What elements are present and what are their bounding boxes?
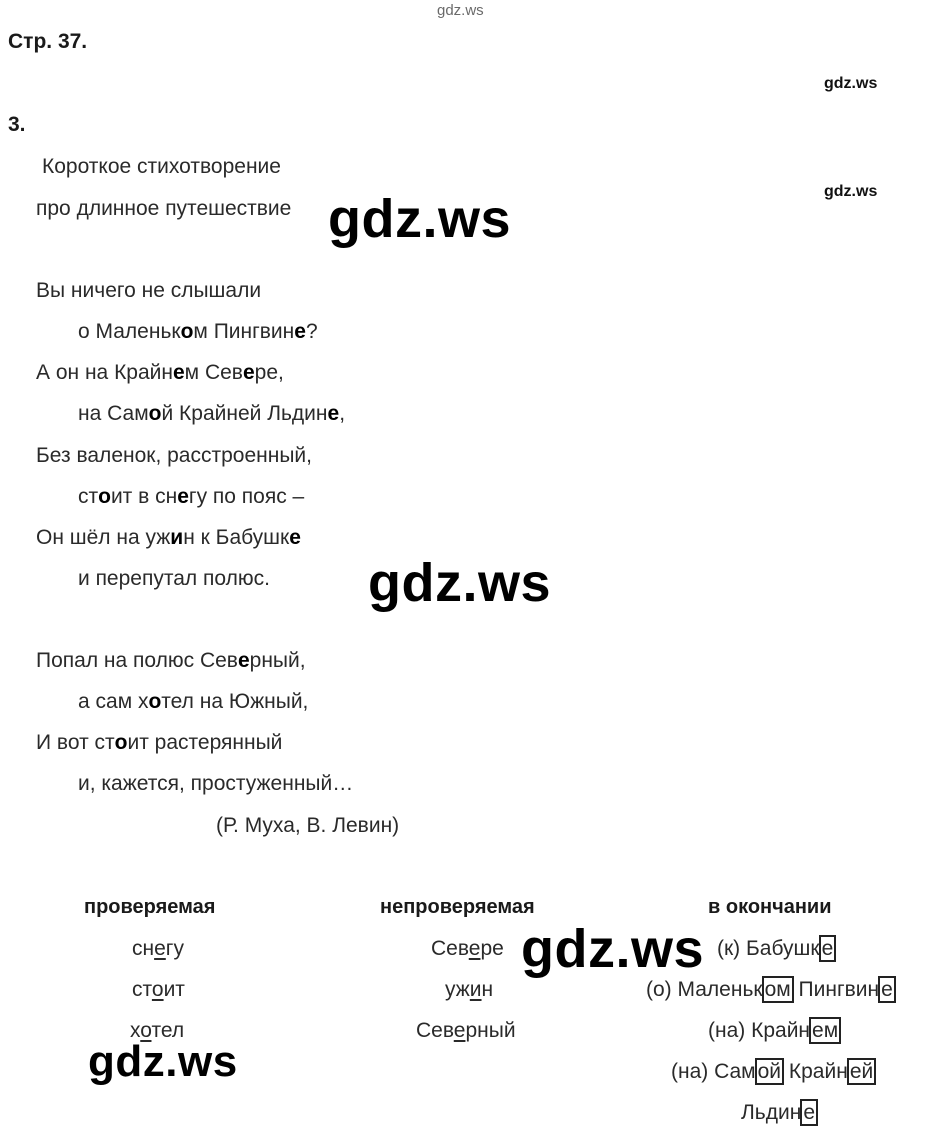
ending-word: Льдине [741,1101,817,1125]
poem-line: Без валенок, расстроенный, [36,444,312,467]
header-ending: в окончании [708,896,832,918]
header-uncheckable: непроверяемая [380,896,535,918]
poem-line: на Самой Крайней Льдине, [78,402,346,425]
uncheckable-word: Севере [431,937,504,960]
watermark-right-1: gdz.ws [824,75,878,92]
ending-word: (к) Бабушке [717,937,835,961]
poem-line: Вы ничего не слышали [36,279,262,302]
checkable-word: хотел [130,1019,185,1042]
page-reference: Стр. 37. [8,30,88,53]
checkable-word: снегу [132,937,184,960]
watermark-big-2: gdz.ws [368,553,552,613]
header-checkable: проверяемая [84,896,216,918]
poem-title-line-1: Короткое стихотворение [42,155,281,178]
poem-line: о Маленьком Пингвине? [78,320,318,343]
checkable-word: стоит [132,978,185,1001]
ending-word: (на) Самой Крайней [671,1060,875,1084]
poem-line: Попал на полюс Северный, [36,649,306,672]
watermark-big-1: gdz.ws [328,189,512,249]
poem-line: стоит в снегу по пояс – [78,485,305,508]
poem-line: И вот стоит растерянный [36,731,283,754]
poem-line: и, кажется, простуженный… [78,772,354,795]
uncheckable-word: ужин [445,978,494,1001]
poem-title-line-2: про длинное путешествие [36,197,292,220]
ending-word: (о) Маленьком Пингвине [646,978,895,1002]
watermark-big-3: gdz.ws [521,919,705,979]
poem-line: А он на Крайнем Севере, [36,361,284,384]
ending-word: (на) Крайнем [708,1019,840,1043]
watermark-top: gdz.ws [437,2,484,19]
task-number: 3. [8,113,26,136]
poem-line: а сам хотел на Южный, [78,690,309,713]
poem-author: (Р. Муха, В. Левин) [216,814,400,837]
poem-line: и перепутал полюс. [78,567,270,590]
uncheckable-word: Северный [416,1019,516,1042]
watermark-big-4: gdz.ws [88,1037,238,1086]
watermark-right-2: gdz.ws [824,183,878,200]
poem-line: Он шёл на ужин к Бабушке [36,526,301,549]
